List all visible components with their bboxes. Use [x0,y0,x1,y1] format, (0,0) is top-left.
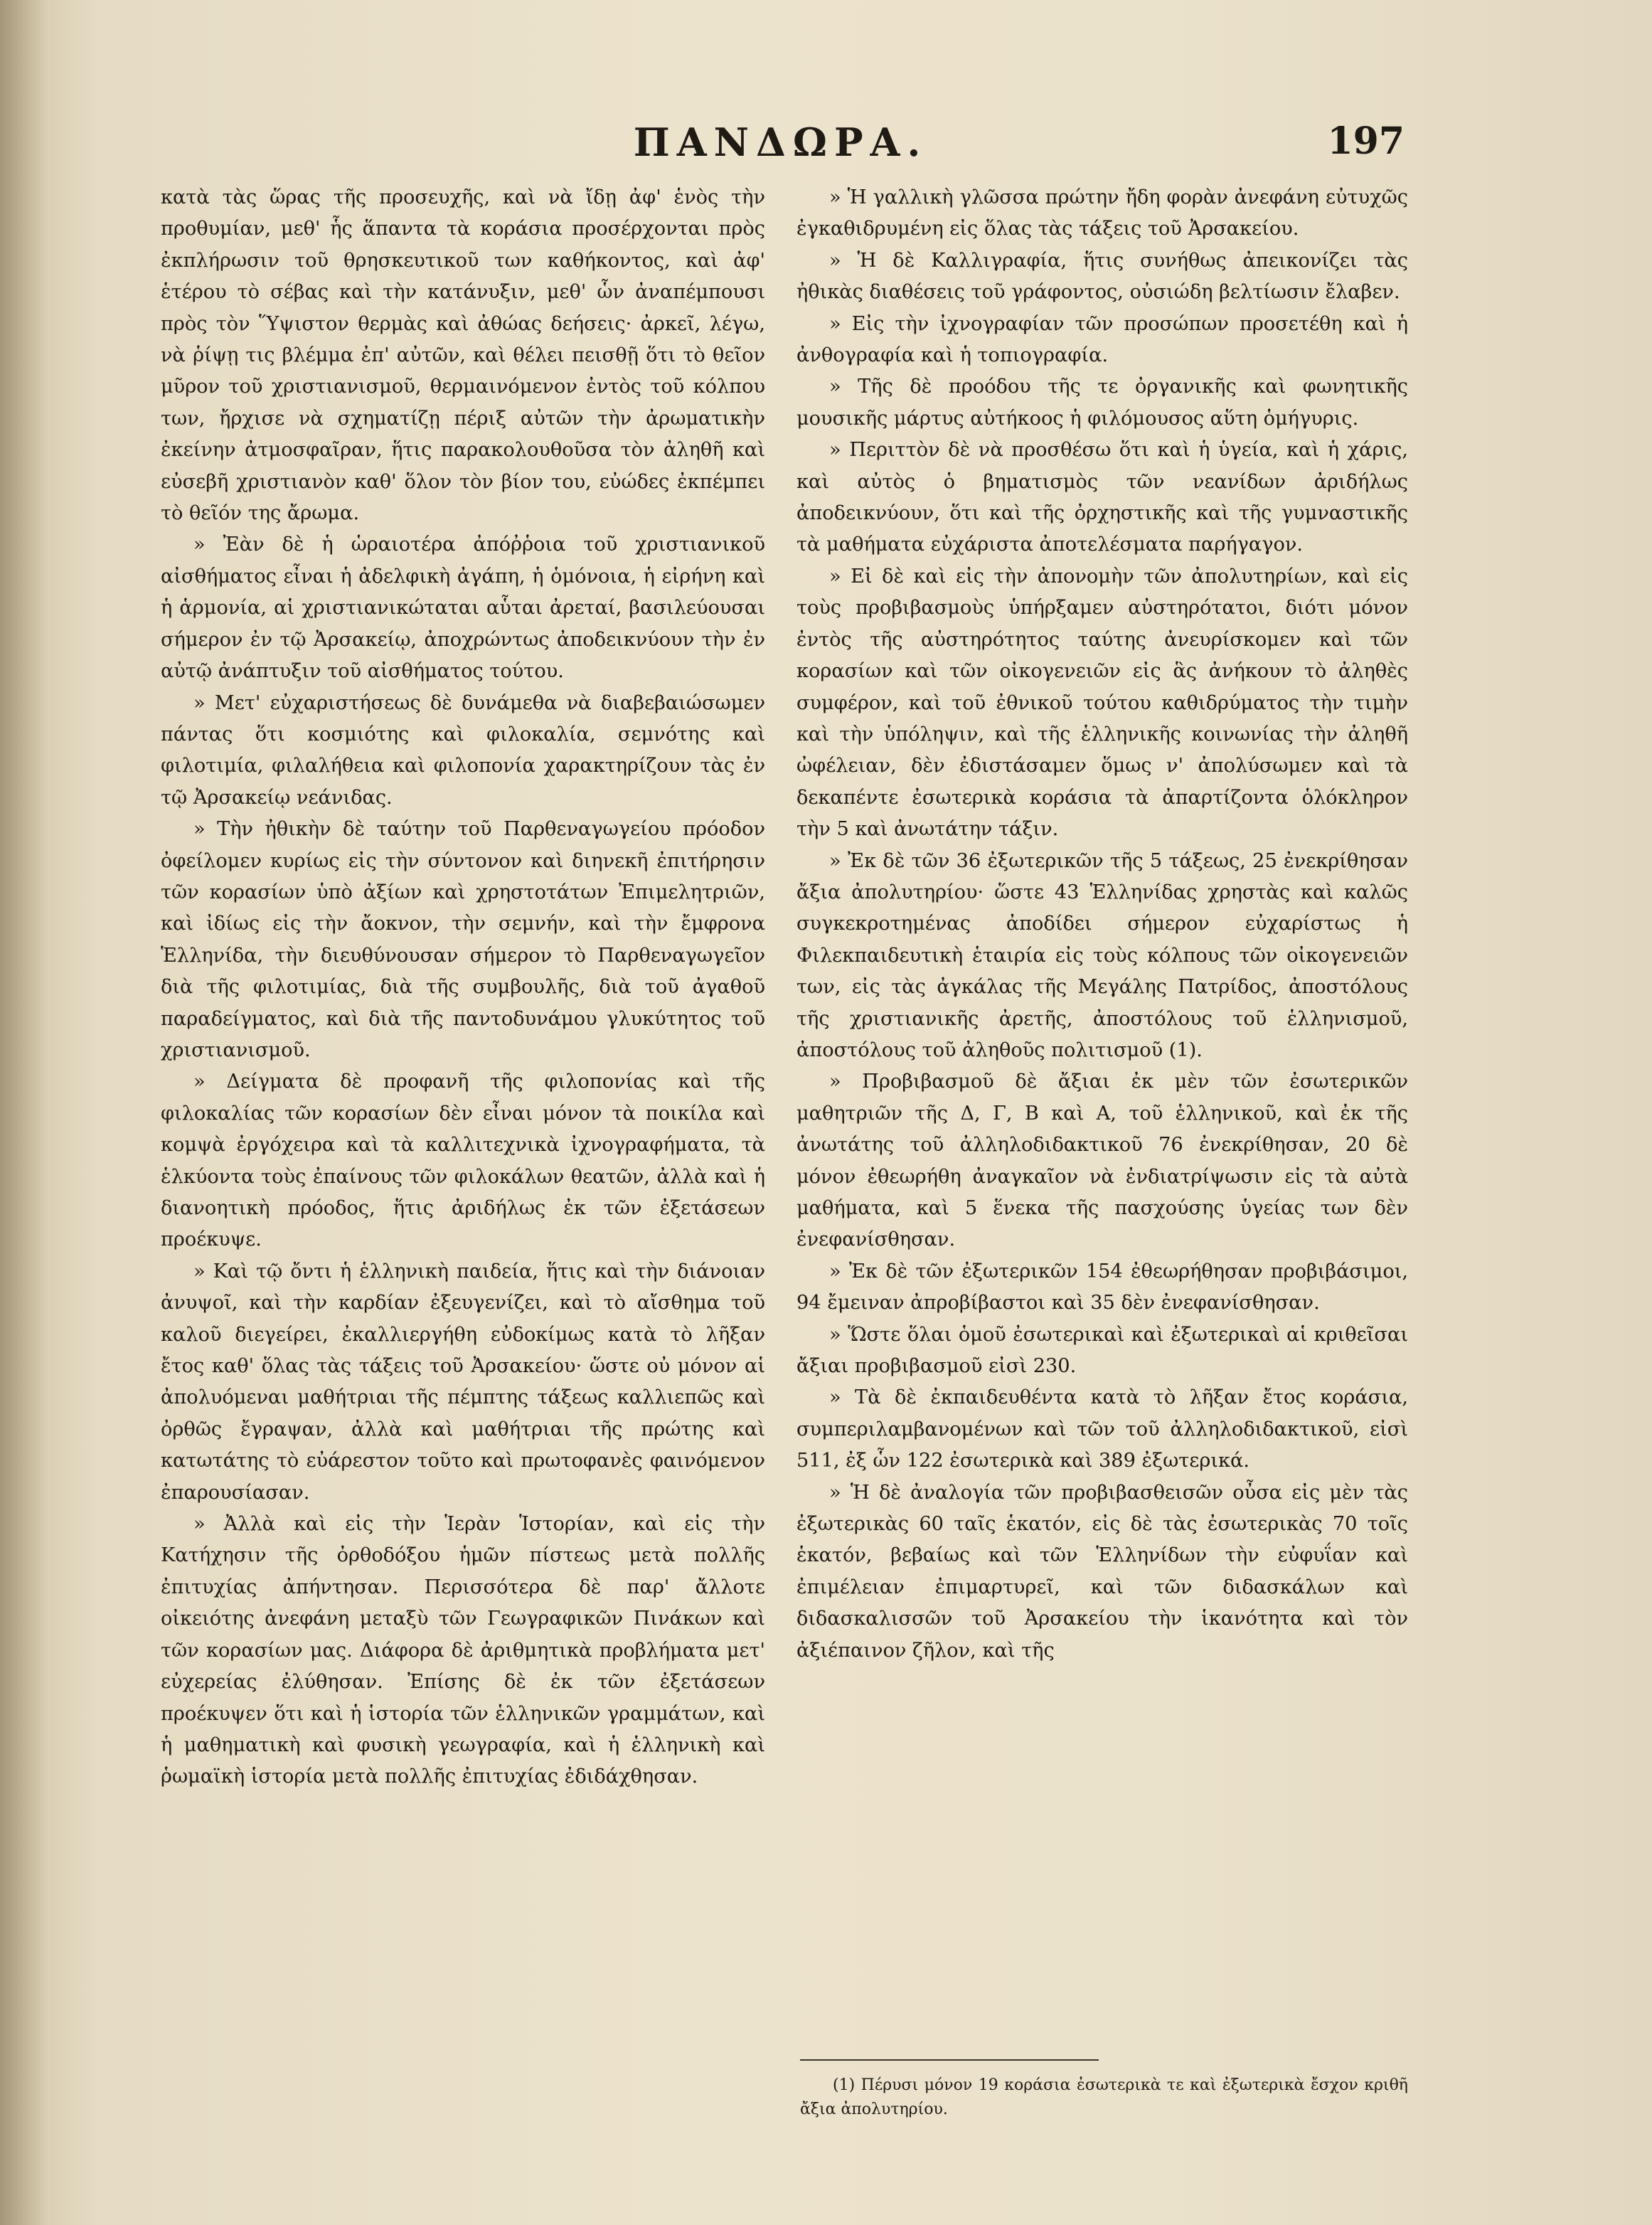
page-header [156,120,1405,169]
paragraph: » Ἐὰν δὲ ἡ ὡραιοτέρα ἀπόῤῥοια τοῦ χριστιανικοῦ αἰσθήματος εἶναι ἡ ἀδελφικὴ ἀγάπη, ἡ ὁμόνοια, ἡ εἰρήνη καὶ ἡ ἁρμονία, αἱ χριστιανικώταται αὗται ἀρεταί, βασιλεύουσαι σήμερον ἐν τῷ Ἀρσακείῳ, ἀποχρώντως ἀποδεικνύουν τὴν ἐν αὐτῷ ἀνάπτυξιν τοῦ αἰσθήματος τούτου. [161,533,765,683]
footnote [800,2073,1408,2122]
paragraph: » Τῆς δὲ προόδου τῆς τε ὀργανικῆς καὶ φωνητικῆς μουσικῆς μάρτυς αὐτήκοος ἡ φιλόμουσος αὕτη ὁμήγυρις. [796,376,1408,430]
paragraph: » Τὰ δὲ ἐκπαιδευθέντα κατὰ τὸ λῆξαν ἔτος κοράσια, συμπεριλαμβανομένων καὶ τῶν τοῦ ἀλληλοδιδακτικοῦ, εἰσὶ 511, ἐξ ὧν 122 ἐσωτερικὰ καὶ 389 ἐξωτερικά. [796,1386,1408,1472]
paragraph: » Εἰ δὲ καὶ εἰς τὴν ἀπονομὴν τῶν ἀπολυτηρίων, καὶ εἰς τοὺς προβιβασμοὺς ὑπήρξαμεν αὐστηρότατοι, διότι μόνον ἐντὸς τῆς αὐστηρότητος ταύτης ἀνευρίσκομεν καὶ τῶν κορασίων καὶ τῶν οἰκογενειῶν εἰς ἃς ἀνήκουν τὸ ἀληθὲς συμφέρον, καὶ τοῦ ἐθνικοῦ τούτου καθιδρύματος τὴν τιμὴν καὶ τὴν ὑπόληψιν, καὶ τῆς ἑλληνικῆς κοινωνίας τὴν ἀληθῆ ὠφέλειαν, δὲν ἐδιστάσαμεν ὅμως ν' ἀπολύσωμεν καὶ τὰ δεκαπέντε ἐσωτερικὰ κοράσια τὰ ἀπαρτίζοντα ὁλόκληρον τὴν 5 καὶ ἀνωτάτην τάξιν. [796,565,1408,841]
paragraph: » Ἐκ δὲ τῶν ἐξωτερικῶν 154 ἐθεωρήθησαν προβιβάσιμοι, 94 ἔμειναν ἀπροβίβαστοι καὶ 35 δὲν ἐνεφανίσθησαν. [796,1260,1408,1315]
paragraph: » Καὶ τῷ ὄντι ἡ ἑλληνικὴ παιδεία, ἥτις καὶ τὴν διάνοιαν ἀνυψοῖ, καὶ τὴν καρδίαν ἐξευγενίζει, καὶ τὸ αἴσθημα τοῦ καλοῦ διεγείρει, ἐκαλλιεργήθη εὐδοκίμως κατὰ τὸ λῆξαν ἔτος καθ' ὅλας τὰς τάξεις τοῦ Ἀρσακείου· ὥστε οὐ μόνον αἱ ἀπολυόμεναι μαθήτριαι τῆς πέμπτης τάξεως καλλιεπῶς καὶ ὀρθῶς ἔγραψαν, ἀλλὰ καὶ μαθήτριαι τῆς πρώτης καὶ κατωτάτης τὸ εὐάρεστον τοῦτο καὶ πρωτοφανὲς φαινόμενον ἐπαρουσίασαν. [161,1260,765,1504]
paragraph: κατὰ τὰς ὥρας τῆς προσευχῆς, καὶ νὰ ἴδῃ ἀφ' ἑνὸς τὴν προθυμίαν, μεθ' ἧς ἅπαντα τὰ κοράσια προσέρχονται πρὸς ἐκπλήρωσιν τοῦ θρησκευτικοῦ των καθήκοντος, καὶ ἀφ' ἑτέρου τὸ σέβας καὶ τὴν κατάνυξιν, μεθ' ὧν ἀναπέμπουσι πρὸς τὸν Ὕψιστον θερμὰς καὶ ἀθώας δεήσεις· ἀρκεῖ, λέγω, νὰ ῥίψῃ τις βλέμμα ἐπ' αὐτῶν, καὶ θέλει πεισθῇ ὅτι τὸ θεῖον μῦρον τοῦ χριστιανισμοῦ, θερμαινόμενον ἐντὸς τοῦ κόλπου των, ἤρχισε νὰ σχηματίζῃ πέριξ αὐτῶν τὴν ἀρωματικὴν ἐκείνην ἀτμοσφαῖραν, ἥτις παρακολουθοῦσα τὸν ἀληθῆ καὶ εὐσεβῆ χριστιανὸν καθ' ὅλον τὸν βίον του, εὐώδες ἐκπέμπει τὸ θεῖόν της ἄρωμα. [161,186,765,525]
page-number: 197 [1327,120,1405,163]
footnote-rule [800,2059,1099,2061]
left-column [161,182,765,1793]
paragraph: » Ἀλλὰ καὶ εἰς τὴν Ἱερὰν Ἱστορίαν, καὶ εἰς τὴν Κατήχησιν τῆς ὀρθοδόξου ἡμῶν πίστεως μετὰ πολλῆς ἐπιτυχίας ἀπήντησαν. Περισσότερα δὲ παρ' ἄλλοτε οἰκειότης ἀνεφάνη μεταξὺ τῶν Γεωγραφικῶν Πινάκων καὶ τῶν κορασίων μας. Διάφορα δὲ ἀριθμητικὰ προβλήματα μετ' εὐχερείας ἐλύθησαν. Ἐπίσης δὲ ἐκ τῶν ἐξετάσεων προέκυψεν ὅτι καὶ ἡ ἱστορία τῶν ἑλληνικῶν γραμμάτων, καὶ ἡ μαθηματικὴ καὶ φυσικὴ γεωγραφία, καὶ ἡ ἑλληνικὴ καὶ ῥωμαϊκὴ ἱστορία μετὰ πολλῆς ἐπιτυχίας ἐδιδάχθησαν. [161,1513,765,1788]
paragraph: » Δείγματα δὲ προφανῆ τῆς φιλοπονίας καὶ τῆς φιλοκαλίας τῶν κορασίων δὲν εἶναι μόνον τὰ ποικίλα καὶ κομψὰ ἐργόχειρα καὶ τὰ καλλιτεχνικὰ ἰχνογραφήματα, τὰ ἑλκύοντα τοὺς ἐπαίνους τῶν φιλοκάλων θεατῶν, ἀλλὰ καὶ ἡ διανοητικὴ πρόοδος, ἥτις ἀριδήλως ἐκ τῶν ἐξετάσεων προέκυψε. [161,1071,765,1251]
paragraph: » Μετ' εὐχαριστήσεως δὲ δυνάμεθα νὰ διαβεβαιώσωμεν πάντας ὅτι κοσμιότης καὶ φιλοκαλία, σεμνότης καὶ φιλοτιμία, φιλαλήθεια καὶ φιλοπονία χαρακτηρίζουν τὰς ἐν τῷ Ἀρσακείῳ νεάνιδας. [161,691,765,809]
paragraph: » Εἰς τὴν ἰχνογραφίαν τῶν προσώπων προσετέθη καὶ ἡ ἀνθογραφία καὶ ἡ τοπιογραφία. [796,312,1408,367]
paragraph: » Ὥστε ὅλαι ὁμοῦ ἐσωτερικαὶ καὶ ἐξωτερικαὶ αἱ κριθεῖσαι ἄξιαι προβιβασμοῦ εἰσὶ 230. [796,1323,1408,1378]
paragraph: » Ἡ δὲ ἀναλογία τῶν προβιβασθεισῶν οὖσα εἰς μὲν τὰς ἐξωτερικὰς 60 ταῖς ἑκατόν, εἰς δὲ τὰς ἐσωτερικὰς 70 τοῖς ἑκατόν, βεβαίως καὶ τῶν Ἑλληνίδων τὴν εὐφυΐαν καὶ ἐπιμέλειαν ἐπιμαρτυρεῖ, καὶ τῶν διδασκάλων καὶ διδασκαλισσῶν τοῦ Ἀρσακείου τὴν ἱκανότητα καὶ τὸν ἀξιέπαινον ζῆλον, καὶ τῆς [796,1481,1408,1662]
running-title: ΠΑΝΔΩΡΑ. [633,120,928,165]
paragraph: » Ἡ γαλλικὴ γλῶσσα πρώτην ἤδη φορὰν ἀνεφάνη εὐτυχῶς ἐγκαθιδρυμένη εἰς ὅλας τὰς τάξεις τοῦ Ἀρσακείου. [796,186,1408,240]
paragraph: » Προβιβασμοῦ δὲ ἄξιαι ἐκ μὲν τῶν ἐσωτερικῶν μαθητριῶν τῆς Δ, Γ, Β καὶ Α, τοῦ ἑλληνικοῦ, καὶ ἐκ τῆς ἀνωτάτης τοῦ ἀλληλοδιδακτικοῦ 76 ἐνεκρίθησαν, 20 δὲ μόνον ἐθεωρήθη ἀναγκαῖον νὰ ἐνδιατρίψωσιν εἰς τὰ αὐτὰ μαθήματα, καὶ 5 ἕνεκα τῆς πασχούσης ὑγείας των δὲν ἐνεφανίσθησαν. [796,1071,1408,1251]
right-column [796,182,1408,1667]
paragraph: » Περιττὸν δὲ νὰ προσθέσω ὅτι καὶ ἡ ὑγεία, καὶ ἡ χάρις, καὶ αὐτὸς ὁ βηματισμὸς τῶν νεανίδων ἀριδήλως ἀποδεικνύουν, ὅτι καὶ τῆς ὀρχηστικῆς καὶ τῆς γυμναστικῆς τὰ μαθήματα εὐχάριστα ἀποτελέσματα παρήγαγον. [796,439,1408,556]
paragraph: » Ἡ δὲ Καλλιγραφία, ἥτις συνήθως ἀπεικονίζει τὰς ἠθικὰς διαθέσεις τοῦ γράφοντος, οὐσιώδη βελτίωσιν ἔλαβεν. [796,249,1408,304]
paragraph: » Τὴν ἠθικὴν δὲ ταύτην τοῦ Παρθεναγωγείου πρόοδον ὀφείλομεν κυρίως εἰς τὴν σύντονον καὶ διηνεκῆ ἐπιτήρησιν τῶν κορασίων ὑπὸ ἀξίων καὶ χρηστοτάτων Ἐπιμελητριῶν, καὶ ἰδίως εἰς τὴν ἄοκνον, τὴν σεμνήν, καὶ τὴν ἔμφρονα Ἑλληνίδα, τὴν διευθύνουσαν σήμερον τὸ Παρθεναγωγεῖον διὰ τῆς φιλοτιμίας, διὰ τῆς συμβουλῆς, διὰ τοῦ ἀγαθοῦ παραδείγματος, καὶ διὰ τῆς παντοδυνάμου γλυκύτητος τοῦ χριστιανισμοῦ. [161,818,765,1061]
page-binding-shadow [0,0,50,2225]
footnote-text: (1) Πέρυσι μόνον 19 κοράσια ἐσωτερικὰ τε καὶ ἐξωτερικὰ ἔσχον κριθῆ ἄξια ἀπολυτηρίου. [800,2076,1408,2118]
paragraph: » Ἐκ δὲ τῶν 36 ἐξωτερικῶν τῆς 5 τάξεως, 25 ἐνεκρίθησαν ἄξια ἀπολυτηρίου· ὥστε 43 Ἑλληνίδας χρηστὰς καὶ καλῶς συγκεκροτημένας ἀποδίδει σήμερον εὐχαρίστως ἡ Φιλεκπαιδευτικὴ ἑταιρία εἰς τοὺς κόλπους τῶν οἰκογενειῶν των, εἰς τὰς ἀγκάλας τῆς Μεγάλης Πατρίδος, ἀποστόλους τῆς χριστιανικῆς ἀρετῆς, ἀποστόλους τοῦ ἑλληνισμοῦ, ἀποστόλους τοῦ ἀληθοῦς πολιτισμοῦ (1). [796,849,1408,1061]
